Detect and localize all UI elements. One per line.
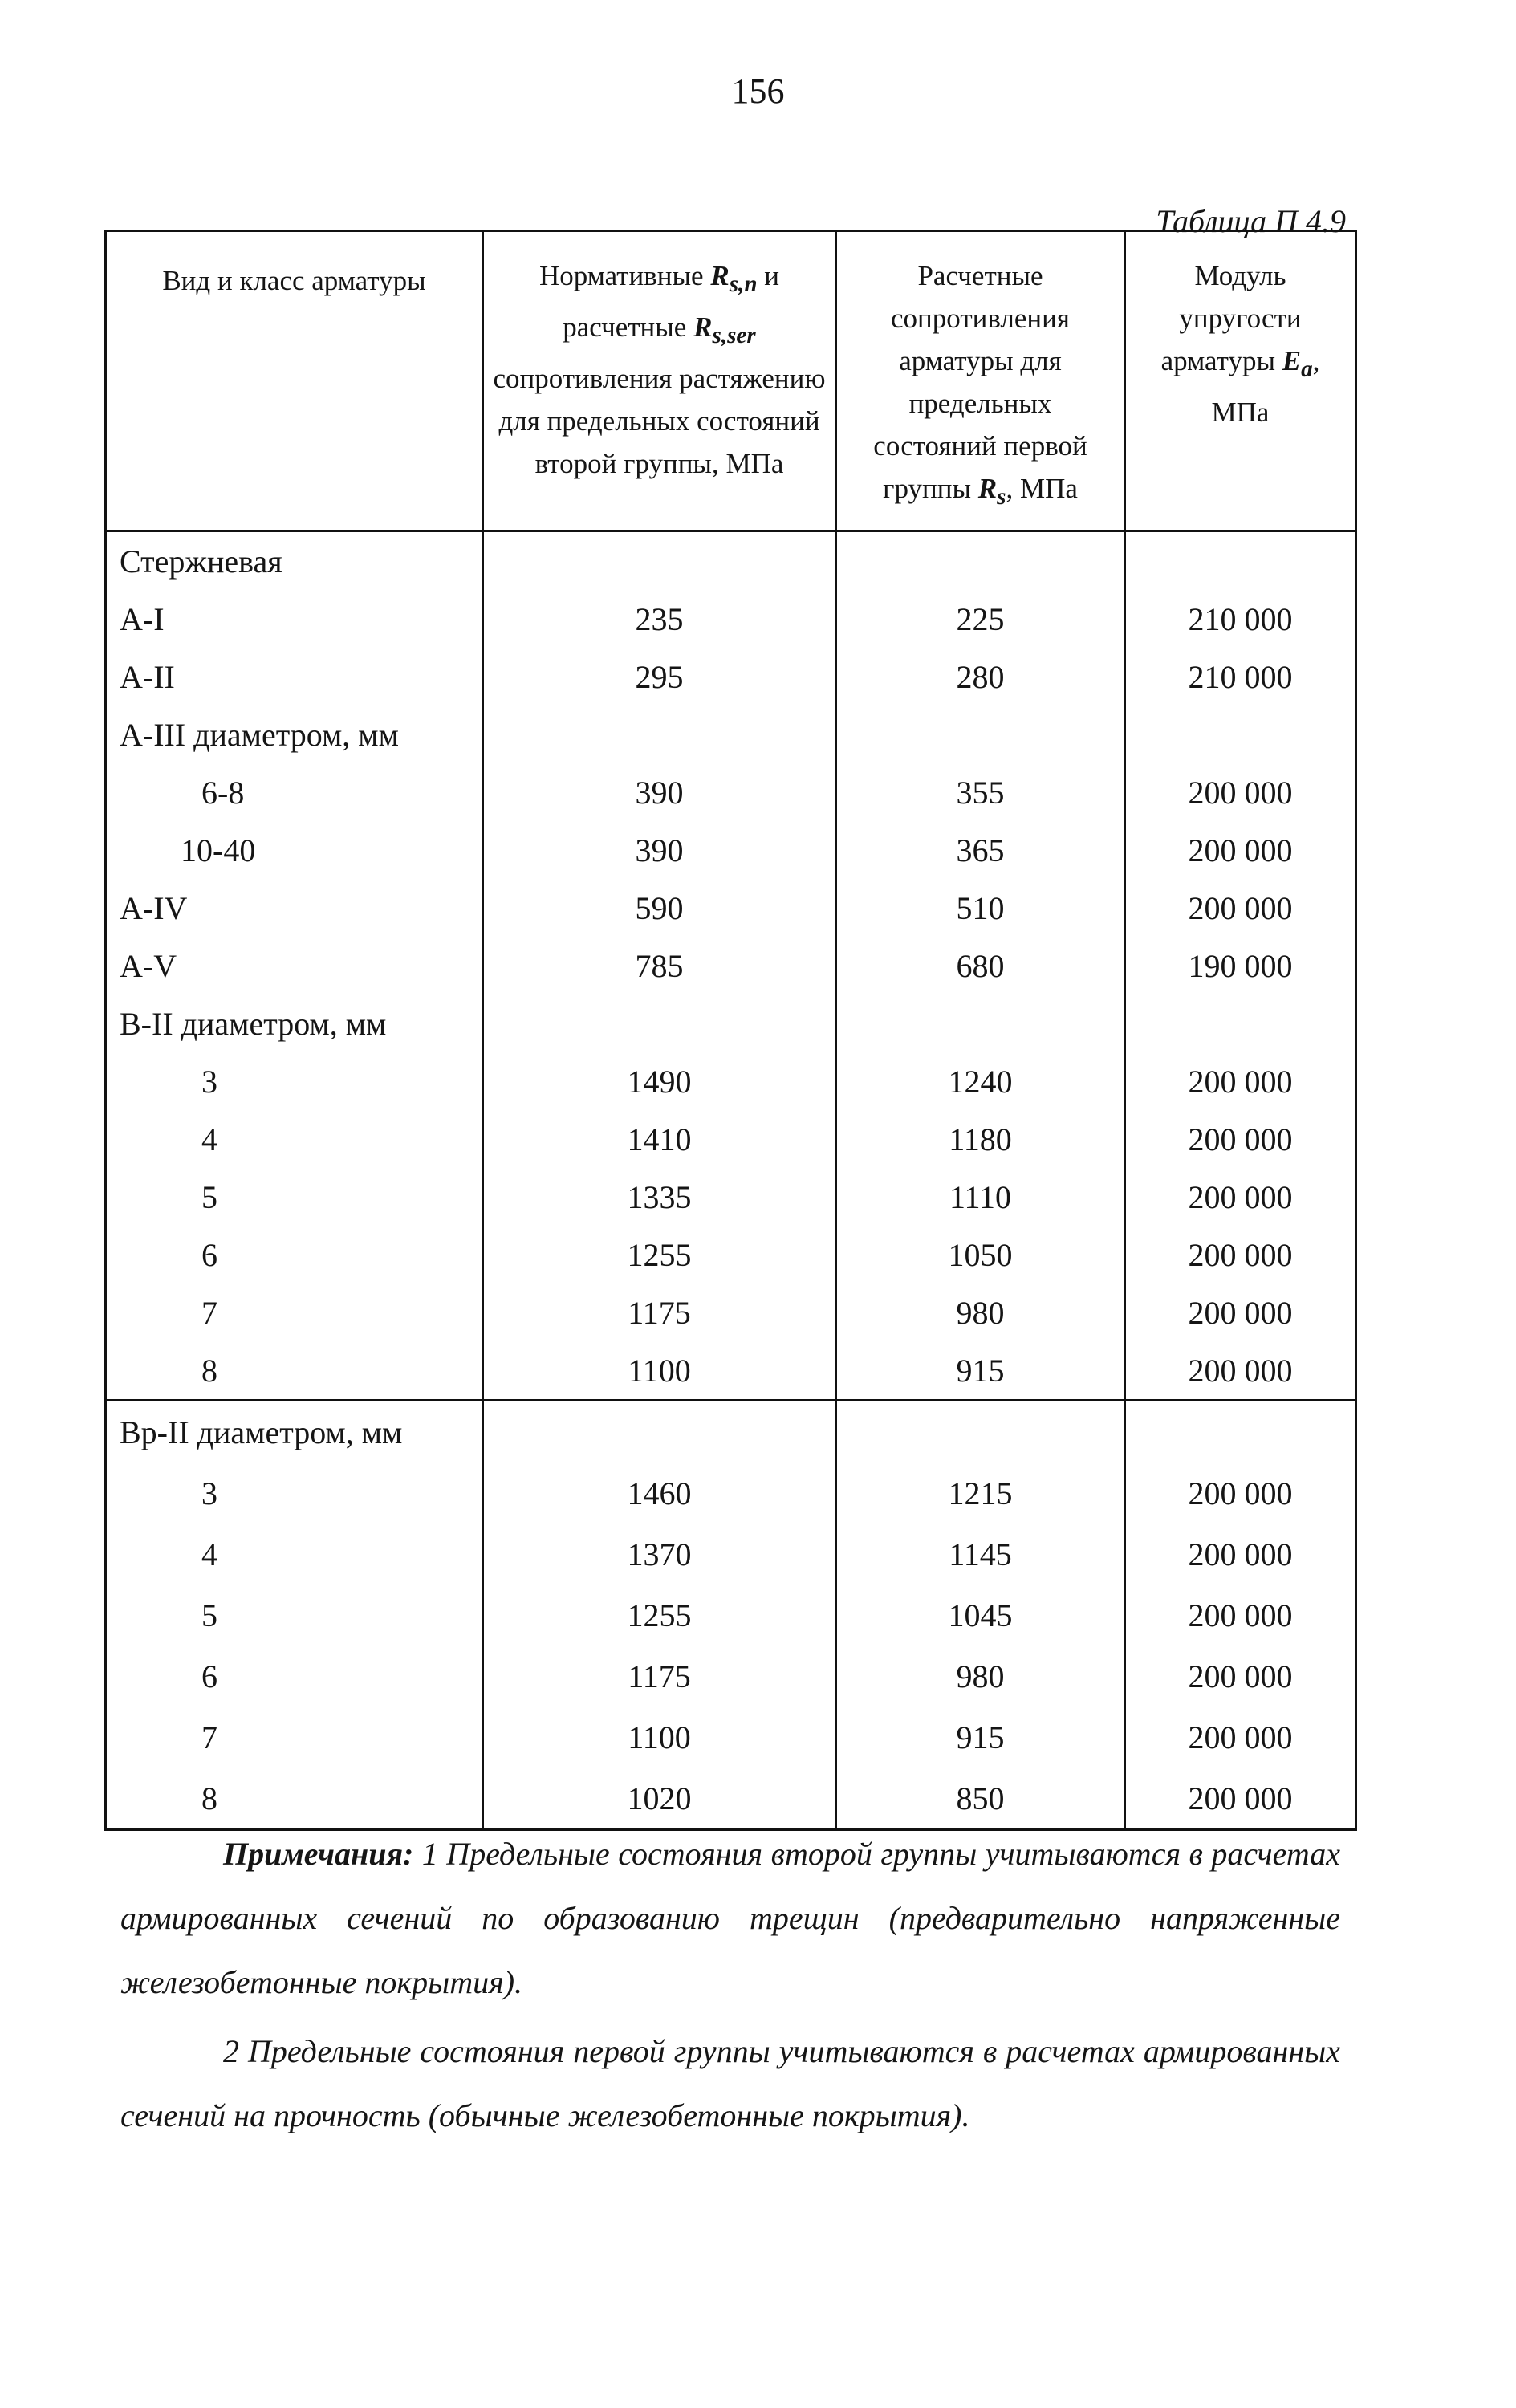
table-row [106, 1401, 1356, 1463]
header-normative-resistance: Нормативные $R_{s,n}$ и расчетные $R_{s,ser}$ сопротивления растяжению для предельных состояний второй группы, МПа [483, 231, 836, 531]
row-name: 7 [106, 1706, 483, 1767]
cell-rs: 510 [836, 879, 1125, 937]
row-name: 4 [106, 1110, 483, 1168]
cell-e: 200 000 [1188, 1474, 1293, 1511]
row-name: В-II диаметром, мм [106, 995, 483, 1052]
cell-e: 200 000 [1188, 1352, 1293, 1389]
table-row [106, 1706, 1356, 1767]
cell-e: 200 000 [1188, 1294, 1293, 1331]
cell-rs: 1180 [836, 1110, 1125, 1168]
cell-rs: 1045 [836, 1584, 1125, 1645]
row-name: Стержневая [106, 531, 483, 591]
table-row [106, 1584, 1356, 1645]
cell-rn: 295 [483, 648, 836, 706]
cell-e: 200 000 [1188, 1597, 1293, 1633]
table-row [106, 995, 1356, 1052]
cell-rs [836, 531, 1125, 591]
cell-rs: 225 [836, 590, 1125, 648]
cell-e: 200 000 [1188, 1063, 1293, 1100]
cell-e [1125, 1401, 1356, 1463]
table-row [106, 1052, 1356, 1110]
cell-e: 200 000 [1188, 889, 1293, 926]
cell-rs: 980 [836, 1645, 1125, 1706]
table-row [106, 590, 1356, 648]
row-name: А-IV [106, 879, 483, 937]
cell-rn: 785 [483, 937, 836, 995]
table-row [106, 706, 1356, 763]
cell-rn: 1175 [483, 1283, 836, 1341]
cell-rs [836, 1401, 1125, 1463]
cell-rn: 1410 [483, 1110, 836, 1168]
cell-e [1125, 995, 1356, 1052]
table-row [106, 1341, 1356, 1401]
cell-e: 200 000 [1188, 1719, 1293, 1755]
cell-rn: 235 [483, 590, 836, 648]
row-name: 6 [106, 1645, 483, 1706]
cell-rn [483, 995, 836, 1052]
cell-rs: 1240 [836, 1052, 1125, 1110]
cell-e: 200 000 [1188, 832, 1293, 868]
row-name: 6-8 [106, 763, 483, 821]
cell-e: 190 000 [1188, 947, 1293, 984]
cell-rs: 680 [836, 937, 1125, 995]
table-row [106, 1110, 1356, 1168]
cell-e [1125, 531, 1356, 591]
cell-e: 210 000 [1188, 600, 1293, 637]
row-name: 3 [106, 1462, 483, 1523]
cell-rs [836, 995, 1125, 1052]
cell-rn [483, 706, 836, 763]
row-name: 5 [106, 1168, 483, 1226]
cell-e: 200 000 [1188, 1780, 1293, 1816]
cell-rs: 355 [836, 763, 1125, 821]
cell-rn: 1460 [483, 1462, 836, 1523]
cell-rn [483, 1401, 836, 1463]
cell-rs: 850 [836, 1767, 1125, 1830]
cell-rn: 1490 [483, 1052, 836, 1110]
cell-rn: 1370 [483, 1523, 836, 1584]
table-row [106, 648, 1356, 706]
cell-rn: 1255 [483, 1584, 836, 1645]
cell-rn [483, 531, 836, 591]
cell-rs [836, 706, 1125, 763]
cell-rn: 1335 [483, 1168, 836, 1226]
row-name: А-III диаметром, мм [106, 706, 483, 763]
table-row [106, 531, 1356, 591]
row-name: А-II [106, 648, 483, 706]
table-row [106, 1767, 1356, 1830]
table-row [106, 937, 1356, 995]
row-name: 10-40 [106, 821, 483, 879]
cell-e: 200 000 [1188, 1178, 1293, 1215]
cell-rs: 1215 [836, 1462, 1125, 1523]
table-row [106, 879, 1356, 937]
cell-rs: 1050 [836, 1226, 1125, 1283]
header-design-resistance: Расчетные сопротивления арматуры для предельных состояний первой группы $R_s$, МПа [836, 231, 1125, 531]
cell-rs: 980 [836, 1283, 1125, 1341]
cell-rn: 590 [483, 879, 836, 937]
cell-rs: 280 [836, 648, 1125, 706]
table-row [106, 1523, 1356, 1584]
table-row [106, 821, 1356, 879]
cell-e: 200 000 [1188, 1121, 1293, 1157]
notes-label: Примечания: [223, 1836, 414, 1872]
cell-rs: 915 [836, 1706, 1125, 1767]
cell-rs: 915 [836, 1341, 1125, 1401]
cell-rn: 1020 [483, 1767, 836, 1830]
cell-e: 200 000 [1188, 1236, 1293, 1273]
table-row [106, 763, 1356, 821]
row-name: 6 [106, 1226, 483, 1283]
row-name: А-I [106, 590, 483, 648]
reinforcement-table [104, 230, 1357, 1831]
cell-rn: 1100 [483, 1341, 836, 1401]
header-type-class: Вид и класс арматуры [106, 231, 483, 531]
cell-rn: 390 [483, 763, 836, 821]
page-number: 156 [731, 71, 785, 111]
table-caption: Таблица П 4.9 [1156, 203, 1346, 239]
row-name: 5 [106, 1584, 483, 1645]
row-name: А-V [106, 937, 483, 995]
row-name: 8 [106, 1767, 483, 1830]
table-row [106, 1462, 1356, 1523]
cell-rs: 365 [836, 821, 1125, 879]
cell-rn: 1255 [483, 1226, 836, 1283]
cell-e: 200 000 [1188, 1658, 1293, 1694]
cell-rn: 390 [483, 821, 836, 879]
cell-e: 210 000 [1188, 658, 1293, 695]
row-name: Вр-II диаметром, мм [106, 1401, 483, 1463]
cell-e: 200 000 [1188, 774, 1293, 811]
cell-rn: 1100 [483, 1706, 836, 1767]
table-row [106, 1226, 1356, 1283]
cell-e: 200 000 [1188, 1536, 1293, 1572]
note-1: Примечания: 1 Предельные состояния второй группы учитываются в расчетах армированных сечений по образованию трещин (предварительно напряженные железобетонные покрытия). [120, 1836, 1340, 2000]
header-elastic-modulus: Модуль упругости арматуры $E_a$, МПа [1125, 231, 1356, 531]
table-row [106, 1168, 1356, 1226]
row-name: 4 [106, 1523, 483, 1584]
cell-rs: 1145 [836, 1523, 1125, 1584]
row-name: 8 [106, 1341, 483, 1401]
cell-rs: 1110 [836, 1168, 1125, 1226]
table-row [106, 1283, 1356, 1341]
cell-rn: 1175 [483, 1645, 836, 1706]
cell-e [1125, 706, 1356, 763]
table-row [106, 1645, 1356, 1706]
note-2: 2 Предельные состояния первой группы учитываются в расчетах армированных сечений на прочность (обычные железобетонные покрытия). [120, 2033, 1340, 2133]
row-name: 3 [106, 1052, 483, 1110]
table-notes [120, 1822, 1340, 2148]
table-header-row [106, 231, 1356, 531]
row-name: 7 [106, 1283, 483, 1341]
